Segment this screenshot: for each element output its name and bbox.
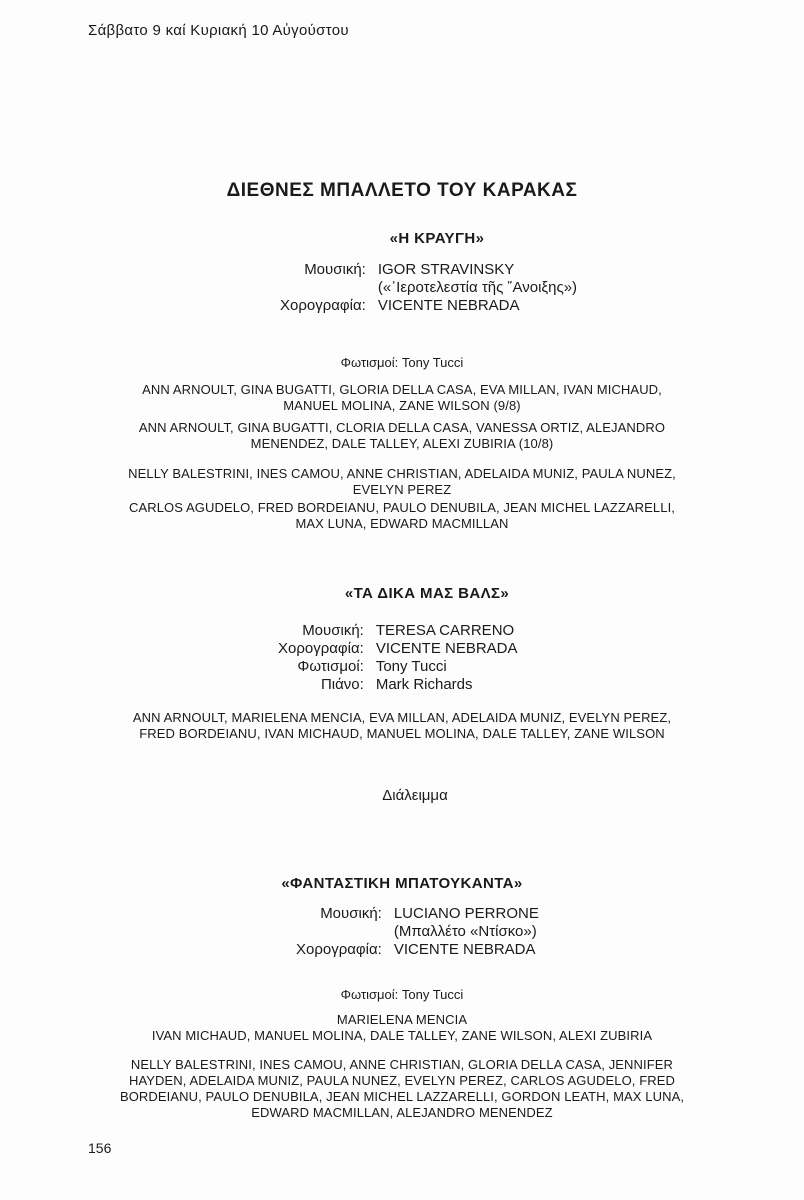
music-note: (Μπαλλέτο «Ντίσκο»)	[393, 923, 537, 940]
cast-line: EVELYN PEREZ	[352, 482, 452, 497]
cast-line: EDWARD MACMILLAN, ALEJANDRO MENENDEZ	[251, 1105, 553, 1120]
page-header-date: Σάββατο 9 καί Κυριακή 10 Αὐγούστου	[88, 22, 349, 39]
music-label: Μουσική:	[320, 905, 382, 922]
cast-line: NELLY BALESTRINI, INES CAMOU, ANNE CHRISTIAN, GLORIA DELLA CASA, JENNIFER	[130, 1057, 674, 1072]
section-3-leads	[0, 1012, 804, 1044]
cast-line: ANN ARNOULT, GINA BUGATTI, GLORIA DELLA CASA, EVA MILLAN, IVAN MICHAUD,	[142, 382, 662, 397]
section-3-credits	[296, 905, 539, 959]
choreo-label: Χορογραφία:	[280, 297, 366, 314]
cast-line: BORDEIANU, PAULO DENUBILA, JEAN MICHEL LAZZARELLI, GORDON LEATH, MAX LUNA,	[119, 1089, 685, 1104]
cast-line: CARLOS AGUDELO, FRED BORDEIANU, PAULO DENUBILA, JEAN MICHEL LAZZARELLI,	[128, 500, 675, 515]
cast-line: FRED BORDEIANU, IVAN MICHAUD, MANUEL MOLINA, DALE TALLEY, ZANE WILSON	[139, 726, 665, 741]
cast-line: MARIELENA MENCIA	[336, 1012, 468, 1027]
lighting-value: Tony Tucci	[375, 658, 447, 675]
company-title: ΔΙΕΘΝΕΣ ΜΠΑΛΛΕΤΟ ΤΟΥ ΚΑΡΑΚΑΣ	[226, 180, 578, 201]
cast-line: MAX LUNA, EDWARD MACMILLAN	[295, 516, 509, 531]
music-value: TERESA CARRENO	[375, 622, 515, 639]
section-3-lighting: Φωτισμοί: Tony Tucci	[340, 987, 464, 1002]
choreo-label: Χορογραφία:	[296, 941, 382, 958]
section-1-cast-alt	[0, 420, 804, 452]
section-1-title: «Η ΚΡΑΥΓΗ»	[389, 230, 485, 247]
lighting-label: Φωτισμοί:	[297, 658, 364, 675]
section-1-cast	[0, 382, 804, 414]
page-number: 156	[88, 1140, 112, 1156]
section-2-cast	[0, 710, 804, 742]
section-3-ensemble	[0, 1057, 804, 1121]
section-1-ensemble-men	[0, 500, 804, 532]
music-note: («᾽Ιεροτελεστία τῆς ῎Ανοιξης»)	[377, 279, 578, 296]
choreo-value: VICENTE NEBRADA	[377, 297, 520, 314]
cast-line: HAYDEN, ADELAIDA MUNIZ, PAULA NUNEZ, EVELYN PEREZ, CARLOS AGUDELO, FRED	[128, 1073, 675, 1088]
piano-label: Πιάνο:	[320, 676, 364, 693]
cast-line: NELLY BALESTRINI, INES CAMOU, ANNE CHRISTIAN, ADELAIDA MUNIZ, PAULA NUNEZ,	[128, 466, 676, 481]
section-1-lighting: Φωτισμοί: Tony Tucci	[340, 355, 464, 370]
piano-value: Mark Richards	[375, 676, 473, 693]
music-value: LUCIANO PERRONE	[393, 905, 539, 922]
section-1-ensemble-women	[0, 466, 804, 498]
music-value: IGOR STRAVINSKY	[377, 261, 515, 278]
cast-line: ANN ARNOULT, GINA BUGATTI, CLORIA DELLA CASA, VANESSA ORTIZ, ALEJANDRO	[138, 420, 666, 435]
intermission: Διάλειμμα	[382, 787, 448, 804]
section-2-credits	[278, 622, 518, 694]
section-1-credits	[280, 261, 577, 315]
section-3-title: «ΦΑΝΤΑΣΤΙΚΗ ΜΠΑΤΟΥΚΑΝΤΑ»	[281, 875, 523, 892]
cast-line: MENENDEZ, DALE TALLEY, ALEXI ZUBIRIA (10/8)	[250, 436, 554, 451]
choreo-value: VICENTE NEBRADA	[393, 941, 536, 958]
music-label: Μουσική:	[302, 622, 364, 639]
cast-line: IVAN MICHAUD, MANUEL MOLINA, DALE TALLEY, ZANE WILSON, ALEXI ZUBIRIA	[151, 1028, 653, 1043]
cast-line: MANUEL MOLINA, ZANE WILSON (9/8)	[283, 398, 521, 413]
cast-line: ANN ARNOULT, MARIELENA MENCIA, EVA MILLAN, ADELAIDA MUNIZ, EVELYN PEREZ,	[132, 710, 672, 725]
section-2-title: «ΤΑ ΔΙΚΑ ΜΑΣ ΒΑΛΣ»	[344, 585, 510, 602]
choreo-label: Χορογραφία:	[278, 640, 364, 657]
choreo-value: VICENTE NEBRADA	[375, 640, 518, 657]
music-label: Μουσική:	[304, 261, 366, 278]
